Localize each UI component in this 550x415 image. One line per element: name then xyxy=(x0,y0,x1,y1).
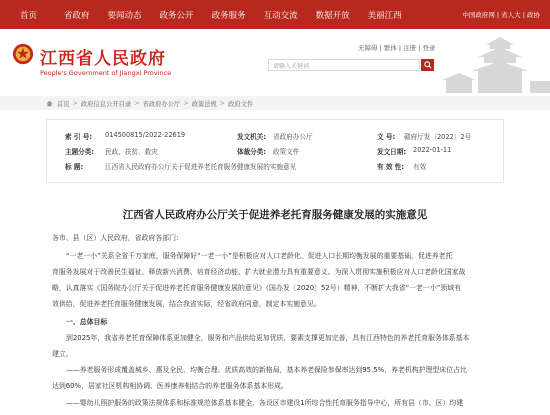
site-subtitle: People's Government of Jiangxi Province xyxy=(40,69,172,77)
breadcrumb-item[interactable]: 政策法规 xyxy=(191,100,217,108)
site-header xyxy=(0,29,550,91)
utility-links[interactable]: 无障碍 | 繁体 | 注册 | 登录 xyxy=(358,44,436,52)
nav-provincial-government[interactable]: 省政府 xyxy=(64,10,90,21)
search-button[interactable] xyxy=(421,59,434,71)
type-label: 体裁分类: xyxy=(237,148,267,156)
childcare-line: ——婴幼儿照护服务的政策法规体系和标准规范体系基本健全，各设区市建设1所综合性托育服务指导中心，所有县（市、区）均建 xyxy=(66,399,464,407)
pavilion-skyline-image xyxy=(438,33,550,95)
title-value: 江西省人民政府办公厅关于促进养老托育服务健康发展的实施意见 xyxy=(105,163,297,171)
validity-value: 有效 xyxy=(413,163,427,171)
intro-line: “一老一小”关系全省千万家庭，服务保障好“一老一小”是积极应对人口老龄化、促进人口长期均衡发展的重要基础，促进养老托 xyxy=(66,252,453,260)
breadcrumb-item[interactable]: 政府文件 xyxy=(228,100,254,108)
doc-number-label: 文 号: xyxy=(377,133,396,141)
intro-line: 略，认真落实《国务院办公厅关于促进养老托育服务健康发展的意见》（国办发〔2020〕52号）精神，不断扩大我省“一老一小”领域有 xyxy=(52,284,461,292)
type-value: 政策文件 xyxy=(273,148,300,156)
breadcrumb-item[interactable]: 政府信息公开目录 xyxy=(80,100,132,108)
home-icon xyxy=(46,100,53,107)
document-info-table xyxy=(46,119,504,183)
nav-home[interactable]: 首页 xyxy=(20,10,38,21)
top-right-links[interactable]: 中国政府网 | 省人大 | 政协 xyxy=(462,11,540,19)
section-heading xyxy=(52,314,502,330)
intro-paragraph xyxy=(52,248,502,312)
goal-paragraph xyxy=(52,330,502,362)
breadcrumb: 首页 > 政府信息公开目录 > 省政府办公厅 > 政策法规 > 政府文件 xyxy=(0,96,550,110)
intro-line: 效供给，促进养老托育服务健康发展，结合我省实际，经省政府同意，制定本实施意见。 xyxy=(52,300,321,308)
issuer-value: 省政府办公厅 xyxy=(273,133,313,141)
doc-number-value: 赣府厅发〔2022〕2号 xyxy=(404,133,472,141)
index-value: 014500815/2022-22619 xyxy=(105,131,186,139)
search-input[interactable]: 请输入关键词 xyxy=(268,59,420,71)
topic-value: 民政、扶贫、救灾 xyxy=(105,148,158,156)
breadcrumb-item[interactable]: 省政府办公厅 xyxy=(142,100,181,108)
nav-open-data[interactable]: 数据开放 xyxy=(315,10,350,21)
eldercare-line: 达到60%，居家社区机构相协调、医养康养相结合的养老服务体系基本形成。 xyxy=(52,382,288,390)
national-emblem-icon xyxy=(12,43,34,65)
goal-line: 建立。 xyxy=(52,350,73,358)
intro-line: 育服务发展对于改善民生福祉、释放新兴消费、培育经济动能、扩大就业潜力具有重要意义。为深入贯彻实施积极应对人口老龄化国家战 xyxy=(52,268,466,276)
site-title: 江西省人民政府 xyxy=(40,49,166,69)
issuer-label: 发文机关: xyxy=(237,133,267,141)
title-label: 标 题: xyxy=(65,163,84,171)
date-value: 2022-01-11 xyxy=(413,146,452,154)
nav-government-services[interactable]: 政务服务 xyxy=(211,10,246,21)
index-label: 索 引 号: xyxy=(65,133,93,141)
section-heading-text: 一、总体目标 xyxy=(66,318,108,326)
nav-government-affairs[interactable]: 政务公开 xyxy=(159,10,194,21)
nav-interaction[interactable]: 互动交流 xyxy=(263,10,298,21)
nav-news[interactable]: 要闻动态 xyxy=(107,10,142,21)
search-icon xyxy=(424,61,432,69)
topic-label: 主题分类: xyxy=(65,148,95,156)
validity-label: 有 效 性: xyxy=(377,163,405,171)
date-label: 发文日期: xyxy=(377,148,407,156)
nav-beautiful-jiangxi[interactable]: 美丽江西 xyxy=(367,10,402,21)
childcare-goal-paragraph xyxy=(52,395,502,411)
goal-line: 到2025年，我省养老托育保障体系更加健全，服务和产品供给更加优质，要素支撑更加完善，具有江西特色的养老托育服务体系基本 xyxy=(66,334,470,342)
eldercare-goal-paragraph xyxy=(52,362,502,394)
salutation: 各市、县（区）人民政府，省政府各部门： xyxy=(52,234,183,242)
breadcrumb-item[interactable]: 首页 xyxy=(57,100,70,108)
eldercare-line: ——养老服务形成覆盖城乡、惠及全民、均衡合理、优质高效的新格局，基本养老保险参保率达到95.5%，养老机构护理型床位占比 xyxy=(66,366,467,374)
top-navigation xyxy=(0,0,550,29)
document-title: 江西省人民政府办公厅关于促进养老托育服务健康发展的实施意见 xyxy=(122,209,428,221)
